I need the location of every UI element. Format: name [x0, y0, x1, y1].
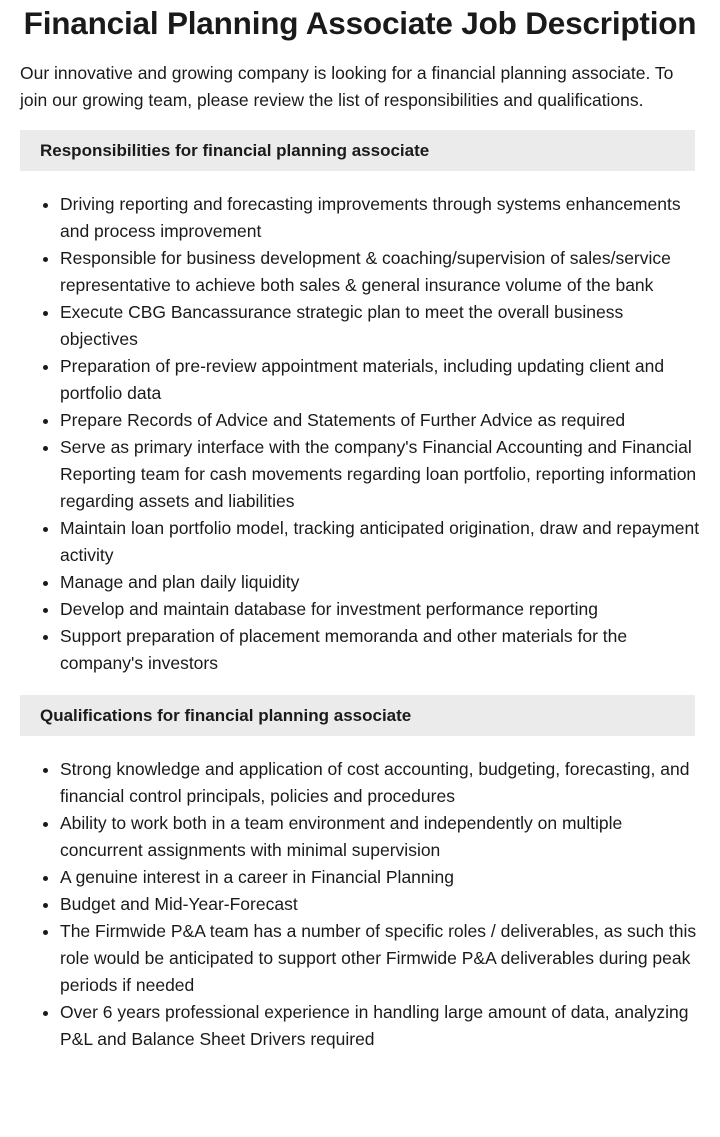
list-item: • Manage and plan daily liquidity	[60, 569, 700, 596]
list-item: • Budget and Mid-Year-Forecast	[60, 891, 700, 918]
list-item: • A genuine interest in a career in Financial Planning	[60, 864, 700, 891]
responsibilities-list	[20, 191, 700, 677]
list-item: • Develop and maintain database for investment performance reporting	[60, 596, 700, 623]
list-item: • Prepare Records of Advice and Statements of Further Advice as required	[60, 407, 700, 434]
list-item: • Strong knowledge and application of cost accounting, budgeting, forecasting, and financial control principals, policies and procedures	[60, 756, 700, 810]
list-item: • Execute CBG Bancassurance strategic plan to meet the overall business objectives	[60, 299, 700, 353]
list-item: • The Firmwide P&A team has a number of specific roles / deliverables, as such this role would be anticipated to support other Firmwide P&A deliverables during peak periods if needed	[60, 918, 700, 999]
qualifications-heading: Qualifications for financial planning associate	[20, 695, 695, 736]
intro-paragraph: Our innovative and growing company is looking for a financial planning associate. To join our growing team, please review the list of responsibilities and qualifications.	[20, 63, 674, 110]
qualifications-list	[20, 756, 700, 1053]
page-title: Financial Planning Associate Job Description	[23, 5, 697, 41]
list-item: • Serve as primary interface with the company's Financial Accounting and Financial Reporting team for cash movements regarding loan portfolio, reporting information regarding assets and liabilities	[60, 434, 700, 515]
list-item: • Over 6 years professional experience in handling large amount of data, analyzing P&L and Balance Sheet Drivers required	[60, 999, 700, 1053]
list-item: • Support preparation of placement memoranda and other materials for the company's investors	[60, 623, 700, 677]
list-item: • Ability to work both in a team environment and independently on multiple concurrent assignments with minimal supervision	[60, 810, 700, 864]
list-item: • Preparation of pre-review appointment materials, including updating client and portfolio data	[60, 353, 700, 407]
list-item: • Responsible for business development & coaching/supervision of sales/service representative to achieve both sales & general insurance volume of the bank	[60, 245, 700, 299]
list-item: • Driving reporting and forecasting improvements through systems enhancements and process improvement	[60, 191, 700, 245]
list-item: • Maintain loan portfolio model, tracking anticipated origination, draw and repayment activity	[60, 515, 700, 569]
responsibilities-heading: Responsibilities for financial planning associate	[20, 130, 695, 171]
